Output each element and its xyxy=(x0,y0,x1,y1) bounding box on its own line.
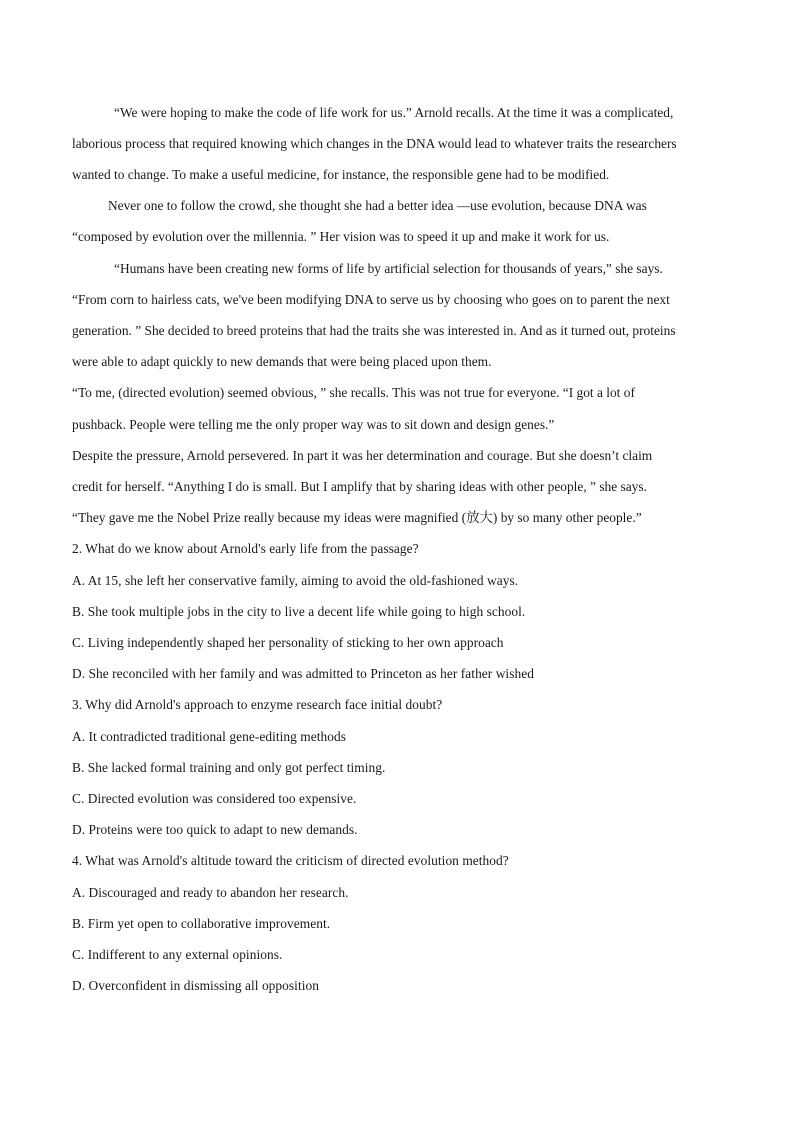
passage-line: “To me, (directed evolution) seemed obvious, ” she recalls. This was not true for everyone. “I got a lot of xyxy=(72,385,635,400)
question-stem: 3. Why did Arnold's approach to enzyme research face initial doubt? xyxy=(72,697,443,712)
answer-option-b: B. She took multiple jobs in the city to live a decent life while going to high school. xyxy=(72,604,526,619)
passage-line: wanted to change. To make a useful medicine, for instance, the responsible gene had to be modified. xyxy=(72,167,610,182)
question-stem: 4. What was Arnold's altitude toward the criticism of directed evolution method? xyxy=(72,853,509,868)
passage-line: generation. ” She decided to breed proteins that had the traits she was interested in. And as it turned out, proteins xyxy=(72,323,676,338)
passage-line: “composed by evolution over the millennia. ” Her vision was to speed it up and make it work for us. xyxy=(72,229,610,244)
answer-option-a: A. At 15, she left her conservative family, aiming to avoid the old-fashioned ways. xyxy=(72,573,519,588)
passage-line: laborious process that required knowing which changes in the DNA would lead to whatever traits the researchers xyxy=(72,136,677,151)
passage-line: Never one to follow the crowd, she thought she had a better idea —use evolution, because DNA was xyxy=(108,198,647,213)
answer-option-d: D. She reconciled with her family and was admitted to Princeton as her father wished xyxy=(72,666,534,681)
answer-option-a: A. Discouraged and ready to abandon her research. xyxy=(72,885,349,900)
passage-line: were able to adapt quickly to new demands that were being placed upon them. xyxy=(72,354,492,369)
answer-option-c: C. Indifferent to any external opinions. xyxy=(72,947,283,962)
passage-line: “From corn to hairless cats, we've been modifying DNA to serve us by choosing who goes on to parent the next xyxy=(72,292,670,307)
passage-line: “They gave me the Nobel Prize really because my ideas were magnified (放大) by so many other people.” xyxy=(72,510,642,525)
answer-option-a: A. It contradicted traditional gene-editing methods xyxy=(72,729,346,744)
question-stem: 2. What do we know about Arnold's early life from the passage? xyxy=(72,541,419,556)
passage-line: Despite the pressure, Arnold persevered. In part it was her determination and courage. But she doesn’t claim xyxy=(72,448,653,463)
answer-option-b: B. She lacked formal training and only got perfect timing. xyxy=(72,760,386,775)
passage-line: “Humans have been creating new forms of life by artificial selection for thousands of years,” she says. xyxy=(114,261,663,276)
answer-option-c: C. Living independently shaped her personality of sticking to her own approach xyxy=(72,635,504,650)
passage-line: credit for herself. “Anything I do is small. But I amplify that by sharing ideas with other people, ” she says. xyxy=(72,479,647,494)
passage-line: “We were hoping to make the code of life work for us.” Arnold recalls. At the time it was a complicated, xyxy=(114,105,674,120)
passage-line: pushback. People were telling me the only proper way was to sit down and design genes.” xyxy=(72,417,555,432)
answer-option-c: C. Directed evolution was considered too expensive. xyxy=(72,791,357,806)
answer-option-b: B. Firm yet open to collaborative improvement. xyxy=(72,916,331,931)
answer-option-d: D. Proteins were too quick to adapt to new demands. xyxy=(72,822,358,837)
answer-option-d: D. Overconfident in dismissing all opposition xyxy=(72,978,319,993)
